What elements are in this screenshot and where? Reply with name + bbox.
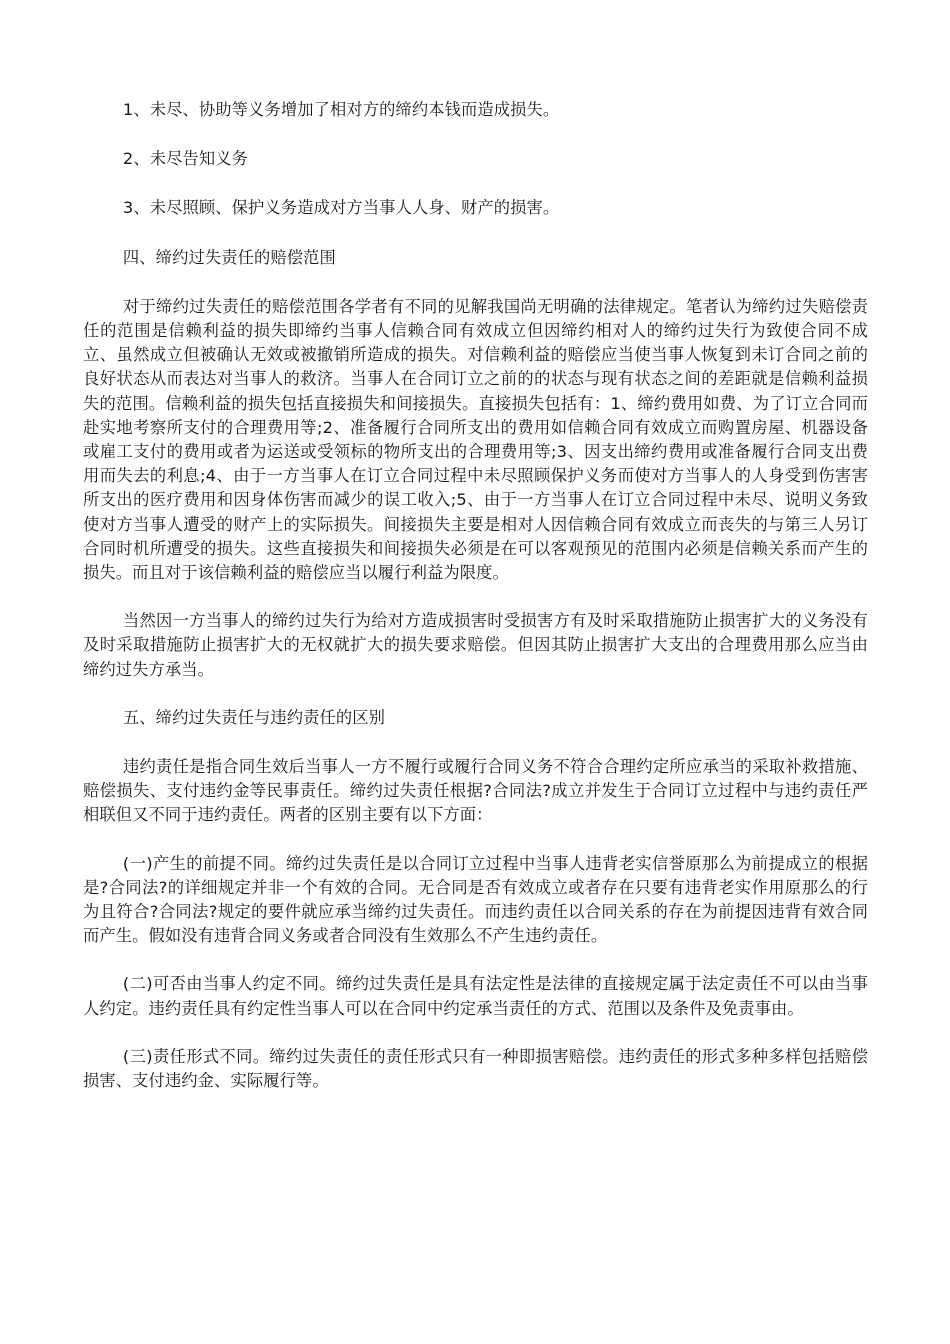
paragraph-item-2: 2、未尽告知义务 bbox=[122, 149, 249, 169]
section-heading-4: 四、缔约过失责任的赔偿范围 bbox=[122, 247, 336, 267]
paragraph-difference-form: (三)责任形式不同。缔约过失责任的责任形式只有一种即损害赔偿。违约责任的形式多种多样包括赔偿损害、支付违约金、实际履行等。 bbox=[83, 1046, 868, 1091]
paragraph-compensation-scope: 对于缔约过失责任的赔偿范围各学者有不同的见解我国尚无明确的法律规定。笔者认为缔约过失赔偿责任的范围是信赖利益的损失即缔约当事人信赖合同有效成立但因缔约相对人的缔约过失行为致使合同不成立、虽然成立但被确认无效或被撤销所造成的损失。对信赖利益的赔偿应当使当事人恢复到未订合同之前的良好状态从而表达对当事人的救济。当事人在合同订立之前的的状态与现有状态之间的差距就是信赖利益损失的范围。信赖利益的损失包括直接损失和间接损失。直接损失包括有：1、缔约费用如费、为了订立合同而赴实地考察所支付的合理费用等;2、准备履行合同所支出的费用如信赖合同有效成立而购置房屋、机器设备或雇工支付的费用或者为运送或受领标的物所支出的合理费用等;3、因支出缔约费用或准备履行合同支出费用而失去的利息;4、由于一方当事人在订立合同过程中未尽照顾保护义务而使对方当事人的人身受到伤害害所支出的医疗费用和因身体伤害而减少的误工收入;5、由于一方当事人在订立合同过程中未尽、说明义务致使对方当事人遭受的财产上的实际损失。间接损失主要是相对人因信赖合同有效成立而丧失的与第三人另订合同时机所遭受的损失。这些直接损失和间接损失必须是在可以客观预见的范围内必须是信赖关系而产生的损失。而且对于该信赖利益的赔偿应当以履行利益为限度。 bbox=[83, 296, 868, 583]
paragraph-breach-definition: 违约责任是指合同生效后当事人一方不履行或履行合同义务不符合合理约定所应承当的采取补救措施、赔偿损失、支付违约金等民事责任。缔约过失责任根据?合同法?成立并发生于合同订立过程中与违约责任严相联但又不同于违约责任。两者的区别主要有以下方面： bbox=[83, 757, 868, 825]
paragraph-item-3: 3、未尽照顾、保护义务造成对方当事人人身、财产的损害。 bbox=[122, 198, 560, 218]
paragraph-difference-premise: (一)产生的前提不同。缔约过失责任是以合同订立过程中当事人违背老实信誉原那么为前提成立的根据是?合同法?的详细规定并非一个有效的合同。无合同是否有效成立或者存在只要有违背老实作用原那么的行为且符合?合同法?规定的要件就应承当缔约过失责任。而违约责任以合同关系的存在为前提因违背有效合同而产生。假如没有违背合同义务或者合同没有生效那么不产生违约责任。 bbox=[83, 853, 868, 946]
document-body bbox=[83, 98, 868, 1117]
paragraph-loss-mitigation: 当然因一方当事人的缔约过失行为给对方造成损害时受损害方有及时采取措施防止损害扩大的义务没有及时采取措施防止损害扩大的无权就扩大的损失要求赔偿。但因其防止损害扩大支出的合理费用那么应当由缔约过失方承当。 bbox=[83, 611, 868, 679]
paragraph-difference-agreement: (二)可否由当事人约定不同。缔约过失责任是具有法定性是法律的直接规定属于法定责任不可以由当事人约定。违约责任具有约定性当事人可以在合同中约定承当责任的方式、范围以及条件及免责事由。 bbox=[83, 974, 868, 1018]
paragraph-item-1: 1、未尽、协助等义务增加了相对方的缔约本钱而造成损失。 bbox=[122, 100, 560, 119]
section-heading-5: 五、缔约过失责任与违约责任的区别 bbox=[122, 707, 386, 727]
